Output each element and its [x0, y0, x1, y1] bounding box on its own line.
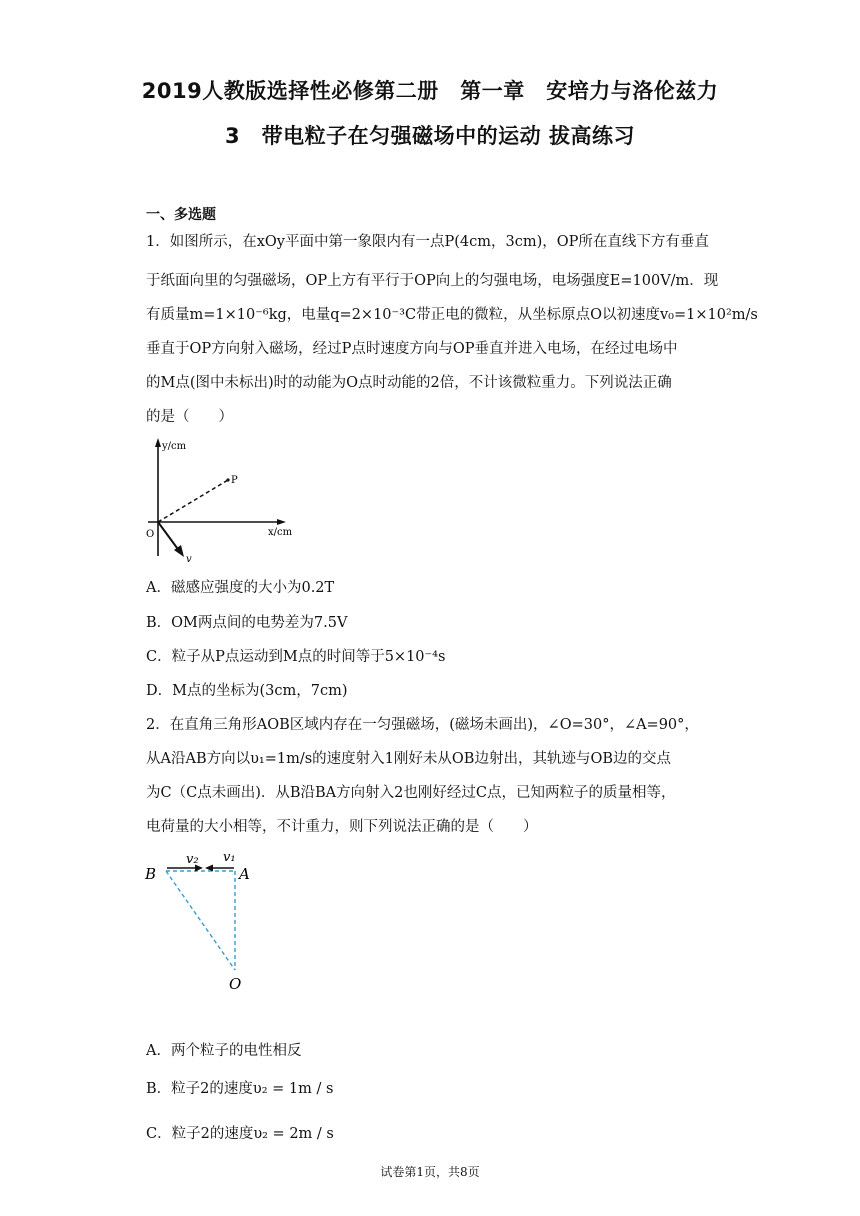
q2-fig-label-a: A	[239, 865, 250, 883]
q1-line-1: 1．如图所示，在xOy平面中第一象限内有一点P(4cm，3cm)，OP所在直线下方有垂直	[146, 234, 709, 250]
q1-line-6: 的是（ ）	[146, 409, 233, 425]
q2-option-a: A．两个粒子的电性相反	[146, 1043, 302, 1059]
q2-line-1: 2．在直角三角形AOB区域内存在一匀强磁场，(磁场未画出)，∠O=30°，∠A=90°，	[146, 717, 699, 733]
q1-line-2: 于纸面向里的匀强磁场，OP上方有平行于OP向上的匀强电场，电场强度E=100V/m．现	[146, 273, 719, 289]
q1-option-d: D．M点的坐标为(3cm，7cm)	[146, 683, 348, 699]
q1-option-b: B．OM两点间的电势差为7.5V	[146, 615, 348, 631]
q1-fig-x-label: x/cm	[268, 527, 293, 538]
q1-fig-origin: O	[146, 529, 155, 540]
q2-fig-label-v1: v₁	[223, 850, 236, 865]
q2-line-4: 电荷量的大小相等，不计重力，则下列说法正确的是（ ）	[146, 819, 538, 835]
doc-title-line1: 2019人教版选择性必修第二册 第一章 安培力与洛伦兹力	[141, 79, 719, 103]
q2-fig-label-o: O	[229, 975, 242, 993]
q2-fig-label-b: B	[145, 865, 157, 883]
q1-line-5: 的M点(图中未标出)时的动能为O点时动能的2倍，不计该微粒重力。下列说法正确	[146, 375, 672, 391]
q1-option-c: C．粒子从P点运动到M点的时间等于5×10⁻⁴s	[146, 649, 446, 665]
q2-fig-label-v2: v₂	[186, 852, 199, 867]
q1-fig-y-label: y/cm	[162, 441, 187, 452]
section-heading: 一、多选题	[146, 207, 216, 223]
page-footer: 试卷第1页，共8页	[380, 1165, 480, 1179]
q2-option-b: B．粒子2的速度υ₂ = 1m / s	[146, 1081, 334, 1097]
q1-line-4: 垂直于OP方向射入磁场，经过P点时速度方向与OP垂直并进入电场，在经过电场中	[146, 341, 678, 357]
q2-line-3: 为C（C点未画出)．从B沿BA方向射入2也刚好经过C点，已知两粒子的质量相等，	[146, 785, 676, 801]
q2-option-c: C．粒子2的速度υ₂ = 2m / s	[146, 1126, 334, 1142]
doc-title-line2: 3 带电粒子在匀强磁场中的运动 拔高练习	[225, 124, 635, 148]
q1-fig-velocity: v	[186, 554, 192, 565]
q2-line-2: 从A沿AB方向以υ₁=1m/s的速度射入1刚好未从OB边射出，其轨迹与OB边的交点	[146, 751, 671, 767]
q2-figure	[140, 843, 270, 993]
q1-figure	[140, 436, 300, 566]
q1-option-a: A．磁感应强度的大小为0.2T	[146, 580, 335, 596]
q1-fig-point-p: P	[231, 475, 238, 486]
q1-line-3: 有质量m=1×10⁻⁶kg，电量q=2×10⁻³C带正电的微粒，从坐标原点O以初速度v₀=1×10²m/s	[146, 307, 758, 323]
